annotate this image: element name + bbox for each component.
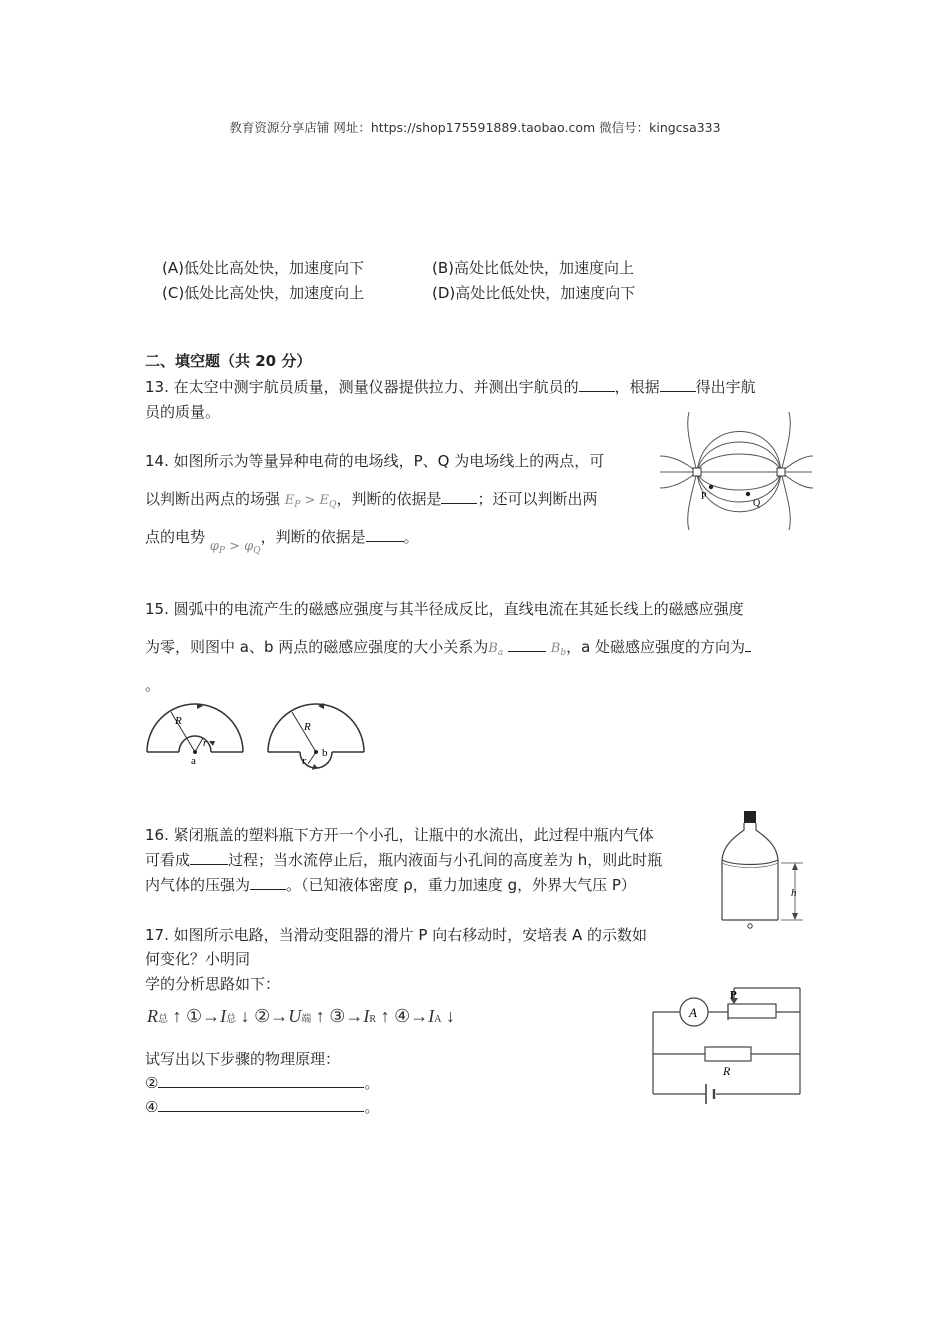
label-R-b: R: [304, 721, 311, 733]
eq-sub: Q: [329, 500, 337, 510]
q15-line2: [145, 636, 751, 658]
q17-blank-step4: [158, 1097, 364, 1112]
q14-text-a: 以判断出两点的场强: [145, 490, 281, 508]
chain-arrow-down-1: ↓: [240, 1006, 250, 1026]
label-r-a: r: [203, 737, 208, 749]
phi-p: φ: [209, 539, 219, 554]
option-a: (A)低处比高处快，加速度向下: [162, 259, 364, 277]
chain-arrow-up-1: ↑: [172, 1006, 182, 1026]
bb-letter: B: [550, 641, 561, 656]
q15-blank-1: [508, 637, 546, 652]
chain-arrow-down-2: ↓: [445, 1006, 455, 1026]
q13-blank-2: [660, 377, 696, 392]
bottle-cap: [744, 811, 756, 823]
label-b: b: [322, 747, 328, 759]
arc-figure-a: [145, 700, 245, 770]
q16-text-d: 。（已知液体密度 ρ，重力加速度 g，外界大气压 P）: [286, 876, 636, 894]
step4-end: 。: [364, 1098, 380, 1116]
label-p: P: [701, 491, 707, 502]
q14-line2: [145, 488, 597, 510]
chain-step-1: ①: [186, 1006, 203, 1026]
step2-end: 。: [364, 1074, 380, 1092]
q14-text-b: ，判断的依据是: [336, 490, 442, 508]
circuit-figure: [650, 984, 805, 1109]
chain-step-3: ③: [329, 1006, 346, 1026]
hole-icon: [748, 924, 752, 928]
point-p-dot: [709, 485, 713, 489]
gt-symbol-2: >: [229, 539, 241, 554]
q14-blank-2: [366, 527, 404, 542]
q15-line3: 。: [145, 676, 161, 694]
analysis-chain: R总 ↑ ①→I总 ↓ ②→U端 ↑ ③→IR ↑ ④→IA ↓: [147, 1006, 455, 1026]
q16-blank-1: [190, 850, 228, 865]
ba-sub: a: [497, 648, 504, 658]
q16-line2: [145, 849, 662, 870]
chain-i-total: I: [220, 1006, 227, 1026]
label-resistor-r: R: [723, 1064, 731, 1078]
option-b: (B)高处比低处快，加速度向上: [432, 259, 634, 277]
chain-arrow-up-3: ↑: [380, 1006, 390, 1026]
bottle-figure: [715, 808, 810, 933]
chain-arrow-up-2: ↑: [315, 1006, 325, 1026]
ba-symbol: [488, 641, 503, 656]
phi-q-sub: Q: [253, 546, 261, 556]
phi-q: φ: [244, 539, 254, 554]
q16-line1: 16. 紧闭瓶盖的塑料瓶下方开一个小孔，让瓶中的水流出，此过程中瓶内气体: [145, 826, 654, 844]
q16-line3: [145, 874, 636, 895]
label-R-a: R: [175, 715, 182, 727]
q17-line1: 17. 如图所示电路，当滑动变阻器的滑片 P 向右移动时，安培表 A 的示数如: [145, 926, 648, 944]
q15-line1: 15. 圆弧中的电流产生的磁感应强度与其半径成反比，直线电流在其延长线上的磁感应强度: [145, 600, 744, 618]
chain-i-total-sub: 总: [226, 1014, 237, 1025]
q13-text-a: 13. 在太空中测宇航员质量，测量仪器提供拉力、并测出宇航员的: [145, 378, 579, 396]
q14-text-f: 。: [403, 528, 419, 546]
chain-i-r: I: [363, 1006, 370, 1026]
q13-text-c: 得出宇航: [695, 378, 756, 396]
label-q: Q: [753, 498, 761, 509]
q14-line3: [145, 526, 419, 556]
q16-text-c: 内气体的压强为: [145, 876, 251, 894]
label-r-b: r: [302, 755, 307, 767]
q13-text-b: ，根据: [614, 378, 660, 396]
q17-step2-row: [145, 1072, 379, 1093]
chain-i-a: I: [428, 1006, 435, 1026]
q14-blank-1: [441, 489, 477, 504]
q14-field-compare: [285, 493, 337, 508]
eq-symbol: E: [319, 493, 330, 508]
label-a: a: [191, 755, 196, 767]
option-d: (D)高处比低处快，加速度向下: [432, 284, 636, 302]
positive-charge-icon: [693, 468, 701, 476]
q14-potential-compare: [210, 539, 261, 554]
ep-symbol: E: [284, 493, 295, 508]
chain-r-total-sub: 总: [158, 1014, 168, 1025]
chain-i-a-sub: A: [434, 1014, 442, 1025]
section-title: 二、填空题（共 20 分）: [145, 352, 312, 370]
q17-line2: 何变化？小明同: [145, 950, 251, 968]
q16-text-a: 可看成: [145, 851, 191, 869]
q14-line1: 14. 如图所示为等量异种电荷的电场线，P、Q 为电场线上的两点，可: [145, 452, 605, 470]
bb-symbol: [551, 641, 566, 656]
q13-line1: [145, 376, 756, 397]
negative-charge-icon: [777, 468, 785, 476]
label-slider-p: P: [730, 989, 737, 1001]
label-h: h: [791, 887, 797, 899]
q15-blank-2: [745, 637, 751, 652]
q17-prompt: 试写出以下步骤的物理原理：: [145, 1050, 341, 1068]
chain-u-terminal: U: [288, 1006, 302, 1026]
field-lines-figure: [655, 408, 815, 533]
option-c: (C)低处比高处快，加速度向上: [162, 284, 365, 302]
q15-text-b: ，a 处磁感应强度的方向为: [566, 638, 746, 656]
q16-text-b: 过程；当水流停止后，瓶内液面与小孔间的高度差为 h，则此时瓶: [228, 851, 663, 869]
q14-text-e: ，判断的依据是: [260, 528, 366, 546]
q14-text-d: 点的电势: [145, 528, 206, 546]
q13-line2: 员的质量。: [145, 403, 221, 421]
chain-i-r-sub: R: [369, 1014, 377, 1025]
q16-blank-2: [250, 875, 286, 890]
bb-sub: b: [560, 648, 567, 658]
step2-marker: ②: [145, 1074, 159, 1092]
ep-sub: P: [294, 500, 301, 510]
q13-blank-1: [579, 377, 615, 392]
q15-text-a: 为零，则图中 a、b 两点的磁感应强度的大小关系为: [145, 638, 489, 656]
point-q-dot: [746, 492, 750, 496]
q14-text-c: ；还可以判断出两: [477, 490, 598, 508]
chain-r-total: R: [147, 1006, 158, 1026]
q17-step4-row: [145, 1096, 379, 1117]
chain-step-4: ④: [394, 1006, 411, 1026]
phi-p-sub: P: [218, 546, 225, 556]
chain-u-terminal-sub: 端: [301, 1014, 312, 1025]
arc-figure-b: [266, 700, 366, 780]
ba-letter: B: [488, 641, 498, 656]
chain-step-2: ②: [254, 1006, 271, 1026]
step4-marker: ④: [145, 1098, 159, 1116]
label-ammeter: A: [689, 1005, 697, 1020]
q17-blank-step2: [158, 1073, 364, 1088]
q17-line3: 学的分析思路如下：: [145, 975, 281, 993]
page-header: 教育资源分享店铺 网址：https://shop175591889.taobao.com 微信号：kingcsa333: [229, 120, 721, 135]
gt-symbol: >: [304, 493, 316, 508]
